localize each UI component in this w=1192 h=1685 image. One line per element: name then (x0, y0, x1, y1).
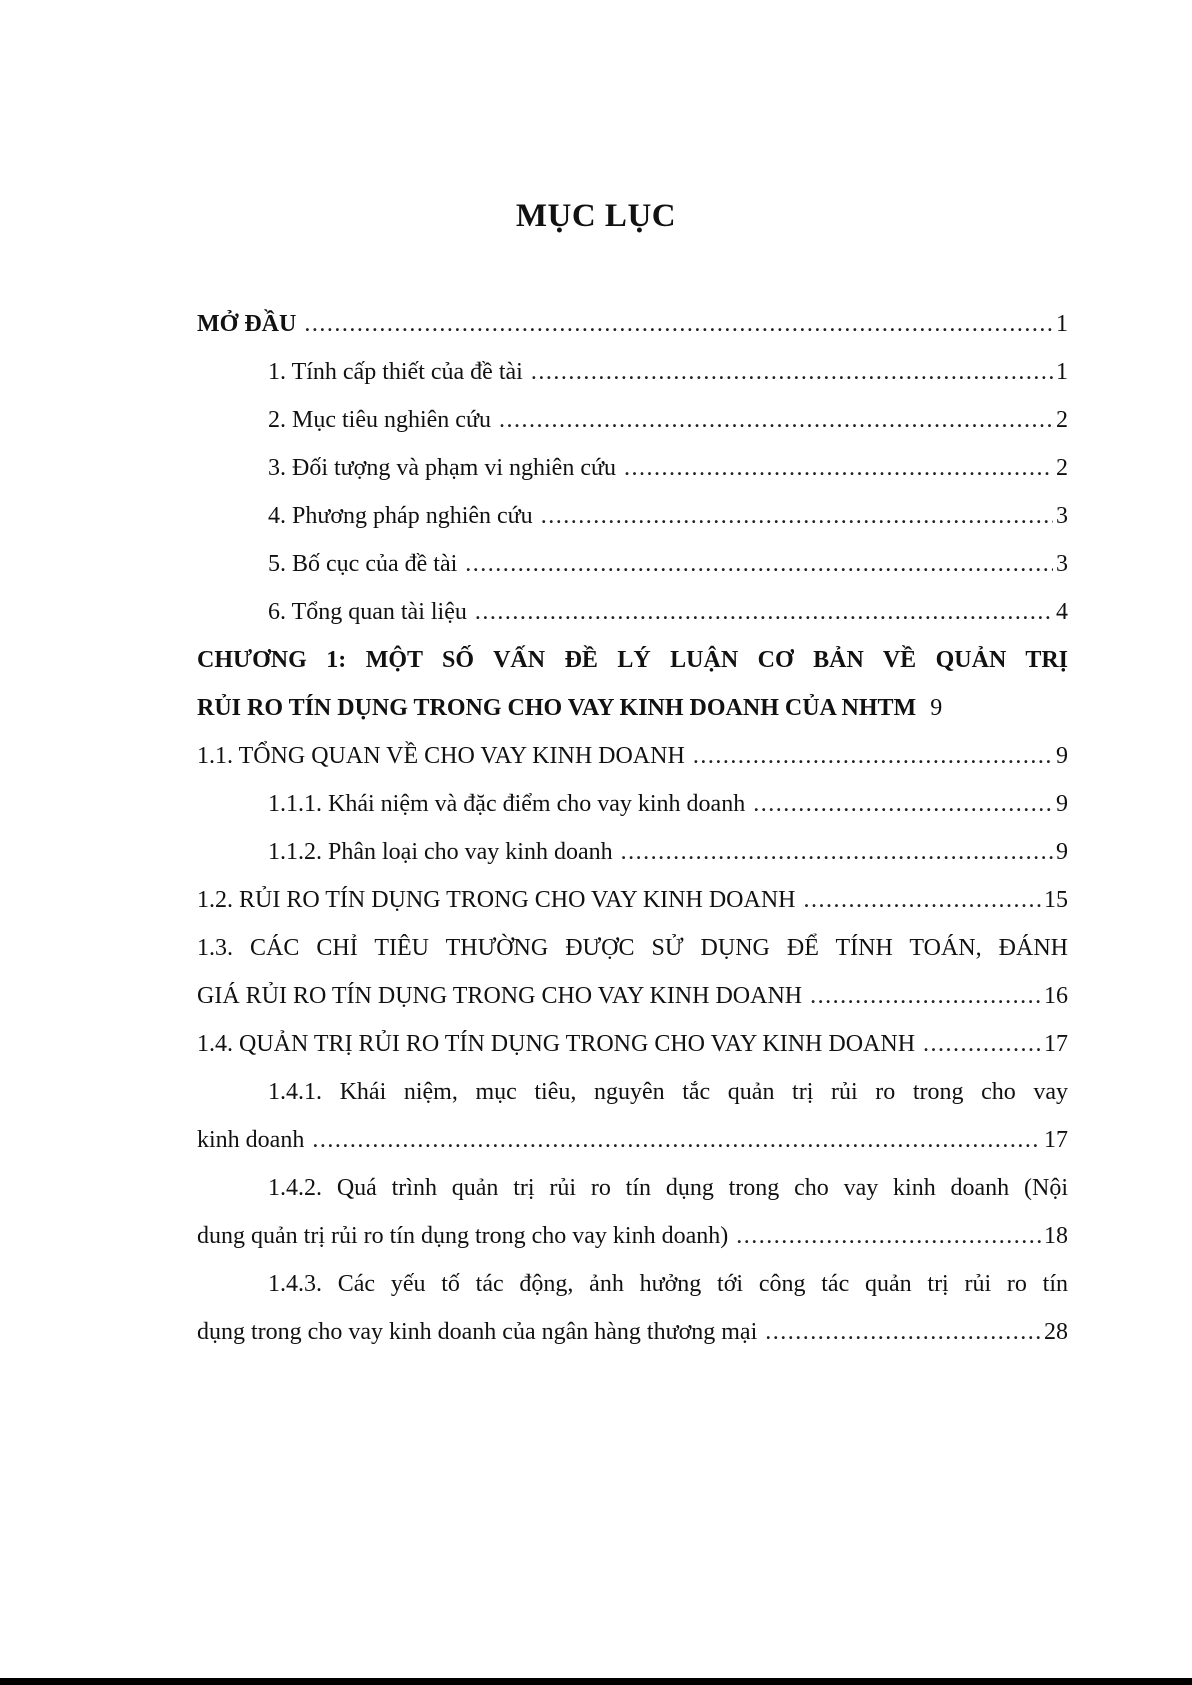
toc-page-number: 16 (1044, 983, 1068, 1009)
dot-leader (765, 1308, 1041, 1356)
toc-entry[interactable] (197, 636, 1068, 732)
toc-entry-text: 1.1.1. Khái niệm và đặc điểm cho vay kinh doanh (268, 791, 746, 817)
toc-entry[interactable] (197, 1020, 1068, 1068)
toc-page-number: 9 (1056, 743, 1068, 769)
toc-page-number: 18 (1044, 1223, 1068, 1249)
dot-leader (531, 348, 1053, 396)
toc-entry[interactable] (197, 588, 1068, 636)
toc-page-number: 3 (1056, 551, 1068, 577)
toc-entry[interactable] (197, 348, 1068, 396)
toc-entry-text: 1.4.2. Quá trình quản trị rủi ro tín dụng trong cho vay kinh doanh (Nội (268, 1175, 1068, 1201)
toc-page-number: 2 (1056, 455, 1068, 481)
toc-page-number: 17 (1044, 1031, 1068, 1057)
dot-leader (803, 876, 1041, 924)
toc-entry[interactable] (197, 492, 1068, 540)
toc-page-number: 15 (1044, 887, 1068, 913)
toc-entry-text: CHƯƠNG 1: MỘT SỐ VẤN ĐỀ LÝ LUẬN CƠ BẢN VỀ QUẢN TRỊ (197, 647, 1068, 673)
toc-entry-text: 1. Tính cấp thiết của đề tài (268, 359, 523, 385)
toc-entry-text: 1.1. TỔNG QUAN VỀ CHO VAY KINH DOANH (197, 743, 685, 769)
toc-entry-text: kinh doanh (197, 1127, 305, 1153)
toc-entry-text: RỦI RO TÍN DỤNG TRONG CHO VAY KINH DOANH CỦA NHTM (197, 695, 917, 721)
toc-page-number: 9 (1056, 839, 1068, 865)
toc-entry[interactable] (197, 1260, 1068, 1356)
toc-entry[interactable] (197, 444, 1068, 492)
toc-entry[interactable] (197, 1164, 1068, 1260)
toc-entry-text: 5. Bố cục của đề tài (268, 551, 458, 577)
toc-page-number: 1 (1056, 311, 1068, 337)
toc-entry-text: 1.3. CÁC CHỈ TIÊU THƯỜNG ĐƯỢC SỬ DỤNG ĐỂ TÍNH TOÁN, ĐÁNH (197, 935, 1068, 961)
toc-entry[interactable] (197, 1068, 1068, 1164)
toc-entry-text: 2. Mục tiêu nghiên cứu (268, 407, 491, 433)
toc-page-number: 28 (1044, 1319, 1068, 1345)
dot-leader (923, 1020, 1041, 1068)
toc-entry-text: 1.4.3. Các yếu tố tác động, ảnh hưởng tới công tác quản trị rủi ro tín (268, 1271, 1068, 1297)
dot-leader (541, 492, 1053, 540)
toc-entry[interactable] (197, 828, 1068, 876)
dot-leader (810, 972, 1041, 1020)
toc-entry-text: 4. Phương pháp nghiên cứu (268, 503, 533, 529)
dot-leader (499, 396, 1053, 444)
toc-entry[interactable] (197, 732, 1068, 780)
dot-leader (624, 444, 1053, 492)
dot-leader (621, 828, 1053, 876)
toc-page-number: 3 (1056, 503, 1068, 529)
dot-leader (465, 540, 1053, 588)
toc-entry-text: 1.4. QUẢN TRỊ RỦI RO TÍN DỤNG TRONG CHO VAY KINH DOANH (197, 1031, 916, 1057)
toc-entry-text: dụng trong cho vay kinh doanh của ngân hàng thương mại (197, 1319, 758, 1345)
toc-entry[interactable] (197, 300, 1068, 348)
toc-entry[interactable] (197, 780, 1068, 828)
dot-leader (753, 780, 1053, 828)
page-title: MỤC LỤC (515, 198, 677, 234)
toc-entry-text: 1.2. RỦI RO TÍN DỤNG TRONG CHO VAY KINH DOANH (197, 887, 796, 913)
toc-entry-text: 1.1.2. Phân loại cho vay kinh doanh (268, 839, 613, 865)
dot-leader (312, 1116, 1041, 1164)
toc-entry[interactable] (197, 924, 1068, 1020)
dot-leader (736, 1212, 1041, 1260)
toc-entry-text: 3. Đối tượng và phạm vi nghiên cứu (268, 455, 616, 481)
toc-entry-text: MỞ ĐẦU (197, 311, 297, 337)
toc-entry-text: 6. Tổng quan tài liệu (268, 599, 467, 625)
dot-leader (693, 732, 1053, 780)
toc-entry-text: dung quản trị rủi ro tín dụng trong cho vay kinh doanh) (197, 1223, 729, 1249)
toc-page-number: 17 (1044, 1127, 1068, 1153)
toc-entry[interactable] (197, 396, 1068, 444)
toc-page-number: 2 (1056, 407, 1068, 433)
toc-entry-text: 1.4.1. Khái niệm, mục tiêu, nguyên tắc quản trị rủi ro trong cho vay (268, 1079, 1068, 1105)
toc-page-number: 9 (930, 695, 943, 721)
toc-entry-text: GIÁ RỦI RO TÍN DỤNG TRONG CHO VAY KINH DOANH (197, 983, 803, 1009)
dot-leader (475, 588, 1053, 636)
toc-entry[interactable] (197, 876, 1068, 924)
bottom-border (0, 1678, 1192, 1685)
toc-page-number: 1 (1056, 359, 1068, 385)
dot-leader (304, 300, 1053, 348)
table-of-contents (197, 300, 1068, 1356)
toc-page-number: 9 (1056, 791, 1068, 817)
toc-entry[interactable] (197, 540, 1068, 588)
toc-page-number: 4 (1056, 599, 1068, 625)
